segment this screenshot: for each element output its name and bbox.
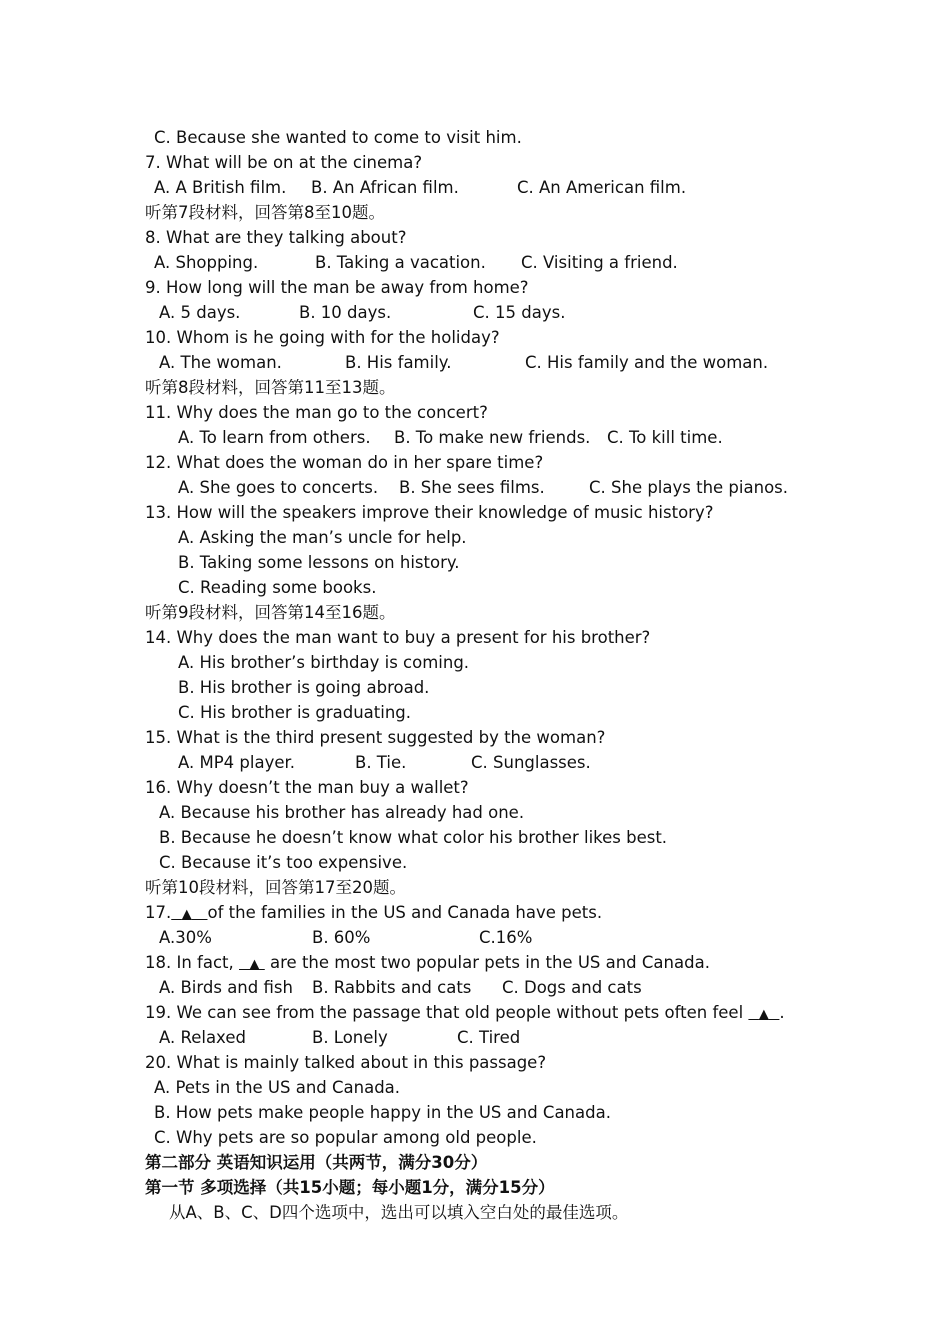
q15-stem: 15. What is the third present suggested by the woman? bbox=[145, 728, 606, 747]
q19-option-b: B. Lonely bbox=[312, 1028, 388, 1047]
q8-option-a: A. Shopping. bbox=[154, 253, 259, 272]
q10-option-c: C. His family and the woman. bbox=[525, 353, 769, 372]
q10-option-b: B. His family. bbox=[345, 353, 452, 372]
q19-option-c: C. Tired bbox=[457, 1028, 521, 1047]
q19-stem: 19. We can see from the passage that old people without pets often feel ▲ . bbox=[145, 1003, 785, 1022]
section-heading-9: 听第9段材料，回答第14至16题。 bbox=[145, 603, 396, 622]
page: C. Because she wanted to come to visit him. 7. What will be on at the cinema? A. A British film. B. An African film. C. An American film. 听第7段材料，回答第8至10题。 8. What are they talking about? A. Shopping. B. Taking a vacation. C. Visiting a friend. 9. How long will the man be away from home? A. 5 days. B. 10 days. C. 15 days. 10. Whom is he going with for the holiday? A. The woman. B. His family. C. His family and the woman. 听第8段材料，回答第11至13题。 11. Why does the man go to the concert? A. To learn from others. B. To make new friends. C. To kill time. 12. What does the woman do in her spare time? A. She goes to concerts. B. She sees films. C. She plays the pianos. 13. How will the speakers improve their knowledge of music history? A. Asking the man’s uncle for help. B. Taking some lessons on history. C. Reading some books. 听第9段材料，回答第14至16题。 14. Why does the man want to buy a present for his brother? A. His brother’s birthday is coming. B. His brother is going abroad. C. His brother is graduating. 15. What is the third present suggested by the woman? A. MP4 player. B. Tie. C. Sunglasses. 16. Why doesn’t the man buy a wallet? A. Because his brother has already had one. B. Because he doesn’t know what color his brother likes best. C. Because it’s too expensive. 听第10段材料，回答第17至20题。 17. ▲ of the families in the US and Canada have pets. A.30% B. 60% C.16% 18. In fact, ▲ are the most two popular pets in the US and Canada. A. Birds and fish B. Rabbits and cats C. Dogs and cats 19. We can see from the passage that old people without pets often feel ▲ . A. Relaxed B. Lonely C. Tired 20. What is mainly talked about in this passage? A. Pets in the US and Canada. B. How pets make people happy in the US and Canada. C. Why pets are so popular among old people. 第二部分 英语知识运用（共两节，满分30分） 第一节 多项选择（共15小题；每小题1分，满分15分） 从A、B、C、D四个选项中，选出可以填入空白处的最佳选项。 bbox=[145, 128, 788, 1222]
q12-option-a: A. She goes to concerts. bbox=[178, 478, 379, 497]
q20-stem: 20. What is mainly talked about in this passage? bbox=[145, 1053, 547, 1072]
section-heading-7: 听第7段材料，回答第8至10题。 bbox=[145, 203, 385, 222]
q15-option-a: A. MP4 player. bbox=[178, 753, 296, 772]
q16-stem: 16. Why doesn’t the man buy a wallet? bbox=[145, 778, 469, 797]
part2-title: 第二部分 英语知识运用（共两节，满分30分） bbox=[145, 1153, 488, 1172]
q15-option-c: C. Sunglasses. bbox=[471, 753, 591, 772]
q9-option-b: B. 10 days. bbox=[299, 303, 392, 322]
answer-blank: ▲ bbox=[758, 1007, 769, 1022]
q14-stem: 14. Why does the man want to buy a present for his brother? bbox=[145, 628, 651, 647]
q12-option-c: C. She plays the pianos. bbox=[589, 478, 788, 497]
q17-option-a: A.30% bbox=[159, 928, 212, 947]
q7-option-a: A. A British film. bbox=[154, 178, 287, 197]
q7-option-b: B. An African film. bbox=[311, 178, 459, 197]
q8-stem: 8. What are they talking about? bbox=[145, 228, 407, 247]
q15-option-b: B. Tie. bbox=[355, 753, 407, 772]
q18-option-c: C. Dogs and cats bbox=[502, 978, 642, 997]
q8-option-b: B. Taking a vacation. bbox=[315, 253, 486, 272]
q11-option-c: C. To kill time. bbox=[607, 428, 723, 447]
q10-stem: 10. Whom is he going with for the holiday? bbox=[145, 328, 500, 347]
q10-option-a: A. The woman. bbox=[159, 353, 282, 372]
q12-option-b: B. She sees films. bbox=[399, 478, 545, 497]
q11-stem: 11. Why does the man go to the concert? bbox=[145, 403, 488, 422]
q8-option-c: C. Visiting a friend. bbox=[521, 253, 678, 272]
q9-option-a: A. 5 days. bbox=[159, 303, 241, 322]
q17-option-c: C.16% bbox=[479, 928, 533, 947]
answer-blank: ▲ bbox=[249, 957, 260, 972]
q18-option-a: A. Birds and fish bbox=[159, 978, 293, 997]
q11-option-a: A. To learn from others. bbox=[178, 428, 371, 447]
section-heading-10: 听第10段材料，回答第17至20题。 bbox=[145, 878, 406, 897]
q18-stem: 18. In fact, ▲ are the most two popular pets in the US and Canada. bbox=[145, 953, 710, 972]
section-heading-8: 听第8段材料，回答第11至13题。 bbox=[145, 378, 396, 397]
answer-blank: ▲ bbox=[181, 907, 192, 922]
part2-section1-title: 第一节 多项选择（共15小题；每小题1分，满分15分） bbox=[145, 1178, 555, 1197]
q13-stem: 13. How will the speakers improve their knowledge of music history? bbox=[145, 503, 714, 522]
q17-stem: 17. ▲ of the families in the US and Canada have pets. bbox=[145, 903, 603, 922]
q19-option-a: A. Relaxed bbox=[159, 1028, 246, 1047]
q9-option-c: C. 15 days. bbox=[473, 303, 566, 322]
q11-option-b: B. To make new friends. bbox=[394, 428, 591, 447]
q17-option-b: B. 60% bbox=[312, 928, 371, 947]
q9-stem: 9. How long will the man be away from home? bbox=[145, 278, 529, 297]
q12-stem: 12. What does the woman do in her spare time? bbox=[145, 453, 544, 472]
q7-option-c: C. An American film. bbox=[517, 178, 687, 197]
q18-option-b: B. Rabbits and cats bbox=[312, 978, 472, 997]
q7-stem: 7. What will be on at the cinema? bbox=[145, 153, 423, 172]
